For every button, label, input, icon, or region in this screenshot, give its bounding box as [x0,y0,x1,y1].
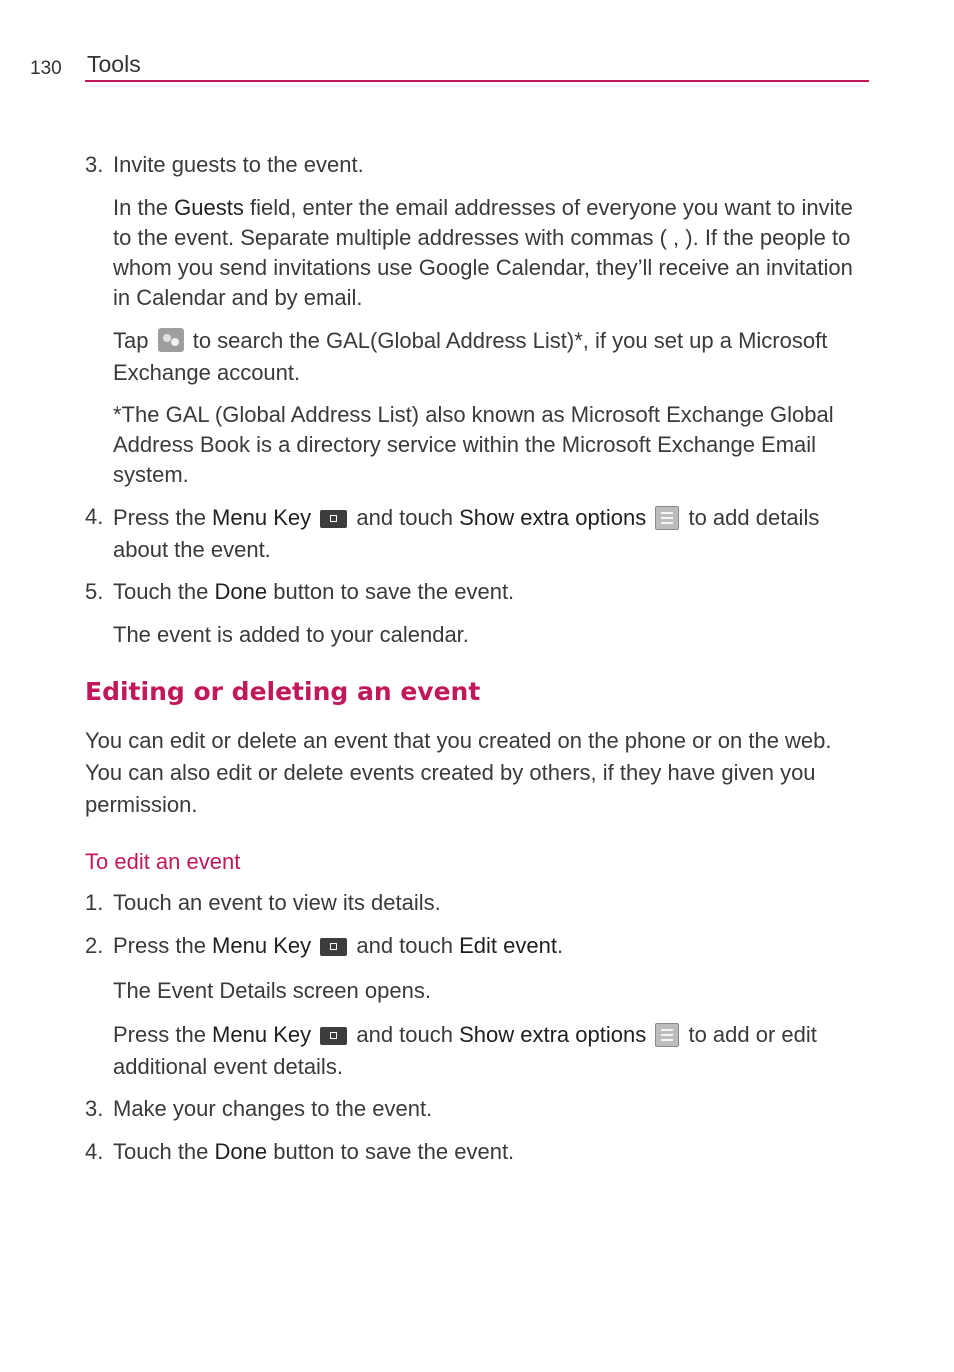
show-extra-options-label: Show extra options [459,505,647,530]
press-more-paragraph: Press the Menu Key and touch Show extra options to add or edit additional event details. [113,1022,817,1079]
list-options-icon [655,1023,679,1047]
section-title: Tools [87,51,141,77]
list-options-icon [655,506,679,530]
step-text: Touch an event to view its details. [113,890,441,915]
step-number: 3. [85,152,104,177]
edit-event-subheading: To edit an event [85,849,241,874]
menu-key-label: Menu Key [212,933,312,958]
details-opens-note: The Event Details screen opens. [113,978,431,1003]
guests-field-name: Guests [174,195,244,220]
step-number: 4. [85,1139,104,1164]
step-text: Invite guests to the event. [113,152,364,177]
added-note: The event is added to your calendar. [113,622,469,647]
menu-key-icon [320,1027,347,1045]
header-rule [85,80,869,82]
done-label: Done [214,1139,268,1164]
step-text: Press the Menu Key and touch Edit event. [113,933,564,958]
menu-key-label: Menu Key [212,1022,312,1047]
step-text: Make your changes to the event. [113,1096,433,1121]
page-number: 130 [30,58,62,79]
done-label: Done [214,579,268,604]
show-extra-options-label: Show extra options [459,1022,647,1047]
editing-intro: You can edit or delete an event that you created on the phone or on the web. You can also edit or delete events created by others, if they have given you permission. [85,728,832,817]
editing-heading: Editing or deleting an event [85,677,481,706]
guests-paragraph: In the Guests field, enter the email addresses of everyone you want to invite to the event. Separate multiple addresses with commas ( , ). If the people to whom you send invitations use Google Calendar, they’ll receive an invitation in Calendar and by email. [113,195,853,310]
step-number: 3. [85,1096,104,1121]
step-number: 5. [85,579,104,604]
menu-key-label: Menu Key [212,505,312,530]
menu-key-icon [320,510,347,528]
step-number: 4. [85,504,104,529]
step-number: 1. [85,890,104,915]
gal-search-icon [158,328,184,352]
step-text: Touch the Done button to save the event. [113,1139,515,1164]
step-text: Touch the Done button to save the event. [113,579,515,604]
tap-paragraph: Tap to search the GAL(Global Address List)*, if you set up a Microsoft Exchange account. [113,328,828,385]
step-text: Press the Menu Key and touch Show extra options to add details about the event. [113,505,820,562]
gal-note: *The GAL (Global Address List) also known as Microsoft Exchange Global Address Book is a directory service within the Microsoft Exchange Email system. [113,402,834,487]
step-number: 2. [85,933,104,958]
edit-event-label: Edit event [459,933,557,958]
menu-key-icon [320,938,347,956]
